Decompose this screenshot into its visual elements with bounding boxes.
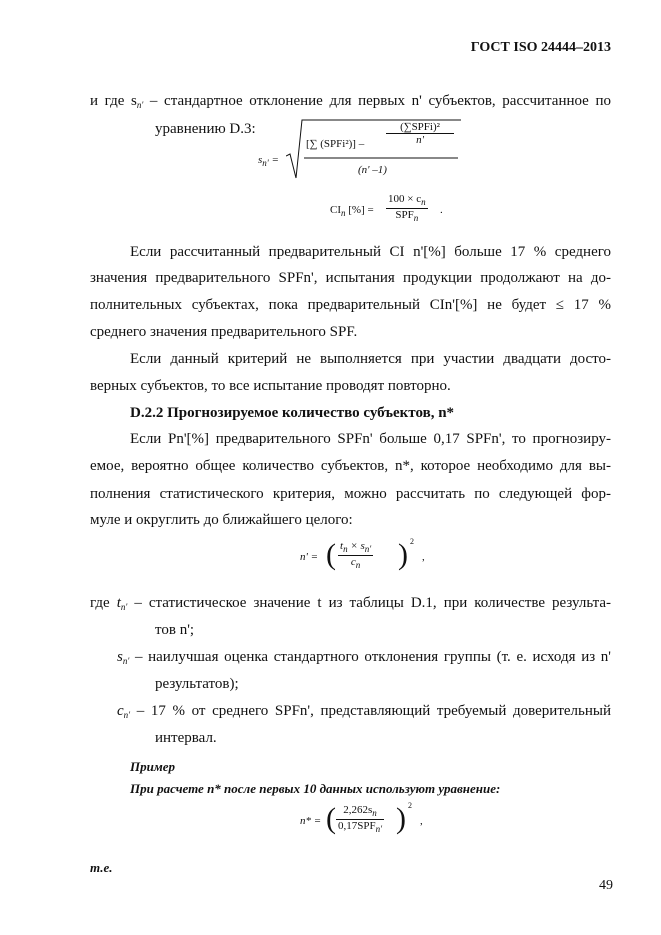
para3-line-2: емое, вероятно общее количество субъектов, n*, которое необходимо для вы- — [90, 458, 611, 474]
formula4-fraction: $2,262s_n$ $0,17SPF_{n'}$ — [338, 804, 383, 834]
page-number: 49 — [599, 878, 613, 893]
formula-std-deviation — [258, 118, 458, 180]
formula4-lhs: n* = — [300, 815, 322, 827]
formula-confidence-interval — [330, 193, 450, 229]
para2-line-1: Если данный критерий не выполняется при участии двадцати досто- — [130, 351, 611, 367]
definition-s-cont: результатов); — [155, 676, 239, 692]
intro-subscript: n' — [136, 100, 144, 110]
document-code-header: ГОСТ ISO 24444–2013 — [470, 40, 611, 55]
formula-example — [300, 798, 440, 844]
section-heading: D.2.2 Прогнозируемое количество субъектов, n* — [130, 405, 455, 421]
para3-line-4: муле и округлить до ближайшего целого: — [90, 512, 353, 528]
definition-s: $s_{n'}$ – наилучшая оценка стандартного отклонения группы (т. е. исходя из n' — [117, 649, 612, 666]
inner-numerator: (∑SPFi)² — [400, 121, 440, 133]
formula2-fraction: $100 \times c_n$ $SPF_n$ — [388, 193, 426, 223]
right-paren: ) — [396, 802, 406, 835]
formula2-period: . — [440, 204, 443, 216]
formula3-lhs: n' = — [300, 551, 319, 563]
formula4-comma: , — [420, 815, 423, 827]
para1-line-3: полнительных субъектах, пока предварительный CIn'[%] не будет ≤ 17 % — [90, 297, 611, 313]
left-paren: ( — [326, 802, 336, 835]
para3-line-3: полнения статистического критерия, можно рассчитать по следующей фор- — [90, 486, 611, 502]
intro-text: и где s — [90, 93, 137, 109]
formula3-fraction: $t_n \times s_{n'}$ $c_n$ — [340, 540, 372, 570]
formula3-comma: , — [422, 551, 425, 563]
para1-line-2: значения предварительного SPFn', испытания продукции продолжают на до- — [90, 270, 611, 286]
intro-line-2: уравнению D.3: — [155, 121, 256, 137]
formula1-lhs: $s_{n'}$ = — [258, 154, 279, 168]
intro-line-1 — [90, 92, 611, 114]
definition-t: где $t_{n'}$ – статистическое значение t из таблицы D.1, при количестве результа- — [90, 595, 611, 612]
intro-text-rest: – стандартное отклонение для первых n' субъектов, рассчитанное по — [149, 93, 612, 109]
para3-line-1: Если Pn'[%] предварительного SPFn' больше 0,17 SPFn', то прогнозиру- — [130, 431, 611, 447]
definition-c-cont: интервал. — [155, 730, 217, 746]
formula4-exponent: 2 — [408, 801, 412, 810]
para1-line-1: Если рассчитанный предварительный CI n'[%] больше 17 % среднего — [130, 244, 611, 260]
para1-line-4: среднего значения предварительного SPF. — [90, 324, 358, 340]
formula3-exponent: 2 — [410, 537, 414, 546]
example-title: Пример — [130, 759, 176, 774]
formula2-numerator: 100 × c — [388, 193, 422, 205]
inner-denominator: n' — [416, 134, 424, 146]
right-paren: ) — [398, 538, 408, 571]
formula1-denominator: (n' –1) — [358, 164, 387, 176]
example-text: При расчете n* после первых 10 данных используют уравнение: — [130, 781, 501, 796]
definition-c: $c_{n'} - 17$ % от среднего SPFn', представляющий требуемый доверительный — [117, 703, 612, 720]
formula1-sum-part: [∑ (SPFi²)] – — [306, 138, 365, 150]
definition-t-cont: тов n'; — [155, 622, 195, 638]
formula1-inner-fraction — [386, 121, 454, 146]
left-paren: ( — [326, 538, 336, 571]
te-abbreviation: т.е. — [90, 860, 113, 875]
formula2-lhs: $CI_n$ [%] = — [330, 204, 374, 218]
formula2-denominator: SPF — [395, 209, 414, 221]
para2-line-2: верных субъектов, то все испытание проводят повторно. — [90, 378, 451, 394]
formula-subject-count — [300, 534, 440, 580]
